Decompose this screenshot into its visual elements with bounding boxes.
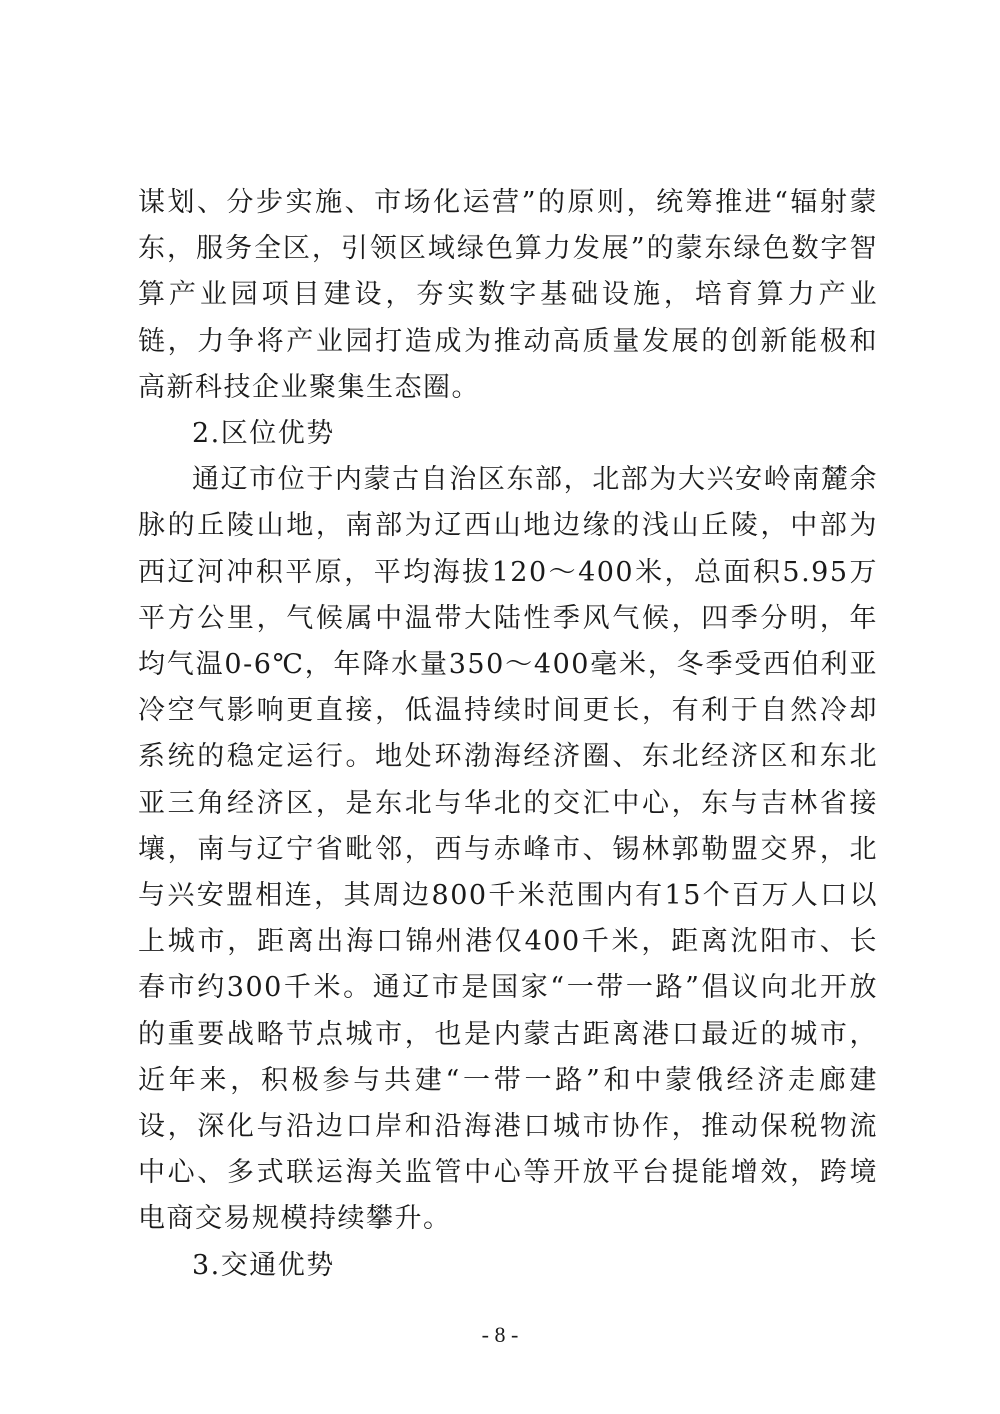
section-heading-transport: 3.交通优势 (192, 1249, 335, 1281)
body-text (138, 180, 878, 1289)
paragraph-continued: 谋划、分步实施、市场化运营”的原则，统筹推进“辐射蒙东，服务全区，引领区域绿色算力发展”的蒙东绿色数字智算产业园项目建设，夯实数字基础设施，培育算力产业链，力争将产业园打造成为推动高质量发展的创新能极和高新科技企业聚集生态圈。 (138, 187, 878, 403)
paragraph-location: 通辽市位于内蒙古自治区东部，北部为大兴安岭南麓余脉的丘陵山地，南部为辽西山地边缘的浅山丘陵，中部为西辽河冲积平原，平均海拔120～400米，总面积5.95万平方公里，气候属中温带大陆性季风气候，四季分明，年均气温0-6℃，年降水量350～400毫米，冬季受西伯利亚冷空气影响更直接，低温持续时间更长，有利于自然冷却系统的稳定运行。地处环渤海经济圈、东北经济区和东北亚三角经济区，是东北与华北的交汇中心，东与吉林省接壤，南与辽宁省毗邻，西与赤峰市、锡林郭勒盟交界，北与兴安盟相连，其周边800千米范围内有15个百万人口以上城市，距离出海口锦州港仅400千米，距离沈阳市、长春市约300千米。通辽市是国家“一带一路”倡议向北开放的重要战略节点城市，也是内蒙古距离港口最近的城市，近年来，积极参与共建“一带一路”和中蒙俄经济走廊建设，深化与沿边口岸和沿海港口城市协作，推动保税物流中心、多式联运海关监管中心等开放平台提能增效，跨境电商交易规模持续攀升。 (138, 464, 878, 1235)
section-heading-location: 2.区位优势 (192, 418, 335, 450)
page-number: - 8 - (481, 1322, 519, 1347)
